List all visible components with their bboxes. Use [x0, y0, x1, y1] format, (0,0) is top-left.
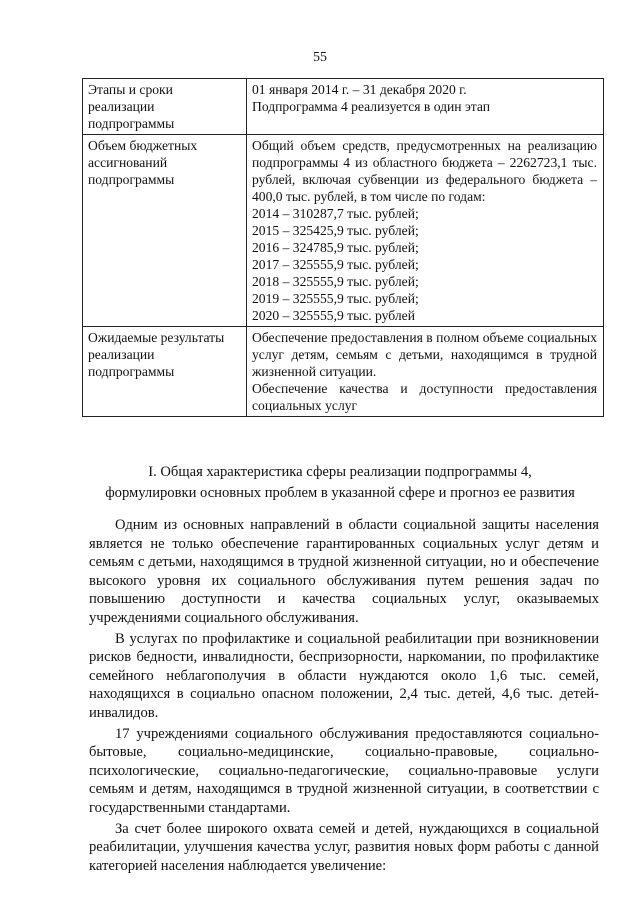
paragraph-3: 17 учреждениями социального обслуживания предоставляются социально-бытовые, социально-медицинские, социально-правовые, социально-психологические, социально-педагогические, социально-правовые услуги семьям и детям, находящимся в трудной жизненной ситуации, в соответствии с государственными стандартами. — [89, 725, 599, 816]
subprogram-passport-table — [82, 78, 604, 417]
budget-year-2018: 2018 – 325555,9 тыс. рублей; — [252, 274, 419, 289]
budget-year-2016: 2016 – 324785,9 тыс. рублей; — [252, 240, 419, 255]
section-heading-line-1: I. Общая характеристика сферы реализации подпрограммы 4, — [148, 464, 532, 480]
row-value-budget — [247, 135, 604, 327]
paragraph-1: Одним из основных направлений в области социальной защиты населения является не только обеспечение гарантированных социальных услуг детям и семьям с детьми, находящимся в трудной жизненной ситуации, но и обеспечение высокого уровня их социального обслуживания путем решения задач по повышению доступности и качества социальных услуг, оказываемых учреждениями социального обслуживания. — [89, 517, 599, 626]
paragraph-4: За счет более широкого охвата семей и детей, нуждающихся в социальной реабилитации, улучшения качества услуг, развития новых форм работы с данной категорией населения наблюдается увеличение: — [89, 820, 599, 874]
budget-year-2015: 2015 – 325425,9 тыс. рублей; — [252, 223, 419, 238]
budget-intro: Общий объем средств, предусмотренных на реализацию подпрограммы 4 из областного бюджета – 2262723,1 тыс. рублей, включая субвенции из федерального бюджета – 400,0 тыс. рублей, в том числе по годам: — [252, 138, 597, 204]
budget-year-2017: 2017 – 325555,9 тыс. рублей; — [252, 257, 419, 272]
result-item-2: Обеспечение качества и доступности предоставления социальных услуг — [252, 381, 597, 413]
section-body — [89, 516, 599, 875]
section-heading-line-2: формулировки основных проблем в указанной сфере и прогноз ее развития — [105, 485, 575, 501]
row-value-stages — [247, 79, 604, 135]
row-label-budget: Объем бюджетных ассигнований подпрограммы — [83, 135, 247, 327]
section-heading — [70, 462, 610, 504]
table-row — [83, 135, 604, 327]
row-label-results: Ожидаемые результаты реализации подпрограммы — [83, 327, 247, 417]
table-row — [83, 327, 604, 417]
stages-period: 01 января 2014 г. – 31 декабря 2020 г. — [252, 82, 467, 97]
budget-year-2020: 2020 – 325555,9 тыс. рублей — [252, 308, 415, 323]
budget-year-2014: 2014 – 310287,7 тыс. рублей; — [252, 206, 419, 221]
budget-year-2019: 2019 – 325555,9 тыс. рублей; — [252, 291, 419, 306]
row-value-results — [247, 327, 604, 417]
row-label-stages: Этапы и сроки реализации подпрограммы — [83, 79, 247, 135]
result-item-1: Обеспечение предоставления в полном объеме социальных услуг детям, семьям с детьми, находящимся в трудной жизненной ситуации. — [252, 330, 597, 379]
page-number: 55 — [313, 50, 327, 65]
table-row — [83, 79, 604, 135]
stages-note: Подпрограмма 4 реализуется в один этап — [252, 99, 491, 114]
paragraph-2: В услугах по профилактике и социальной реабилитации при возникновении рисков бедности, инвалидности, беспризорности, наркомании, по профилактике семейного неблагополучия в области нуждаются около 1,6 тыс. семей, находящихся в социально опасном положении, 2,4 тыс. детей, 4,6 тыс. детей-инвалидов. — [89, 630, 599, 721]
